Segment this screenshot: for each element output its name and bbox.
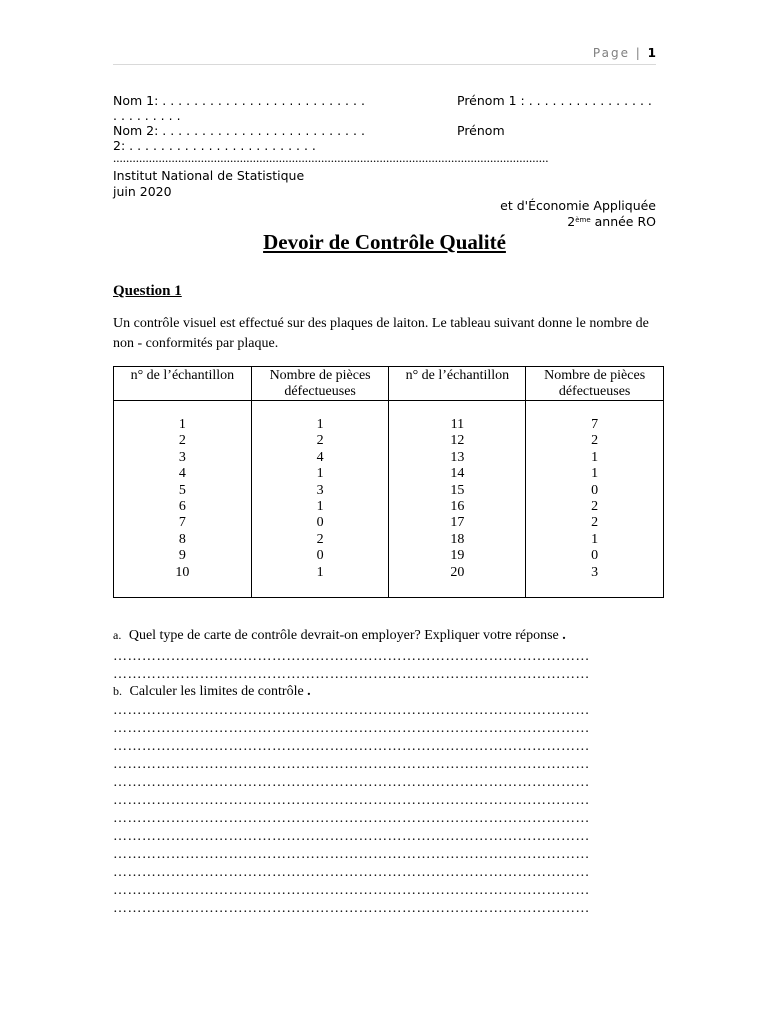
header-defects-2: Nombre de pièces défectueuses — [526, 367, 664, 401]
page-title: Devoir de Contrôle Qualité — [263, 230, 506, 254]
table-cell: 17 — [450, 515, 465, 531]
answer-line[interactable]: ……………………………………………………………………………………… — [113, 739, 590, 754]
header-sample-number-1: n° de l’échantillon — [114, 367, 252, 401]
table-cell: 0 — [591, 548, 599, 564]
table-cell: 9 — [178, 548, 186, 564]
answer-line[interactable]: ……………………………………………………………………………………… — [113, 775, 590, 790]
table-cell: 6 — [178, 499, 186, 515]
table-cell: 16 — [450, 499, 465, 515]
separator-dots: ...................................................................................................................................... — [113, 150, 549, 165]
answer-line[interactable]: ……………………………………………………………………………………… — [113, 649, 590, 664]
table-cell: 1 — [316, 417, 324, 432]
table-cell: 10 — [175, 564, 190, 580]
nom1-field[interactable]: Nom 1: . . . . . . . . . . . . . . . . . . . . . . . . . . — [113, 93, 365, 108]
table-cell: 1 — [178, 417, 186, 432]
question-b-letter: b. — [113, 684, 122, 698]
table-cell: 1 — [591, 466, 599, 482]
table-cell: 1 — [591, 531, 599, 547]
header-sample-number-2: n° de l’échantillon — [389, 367, 526, 401]
answer-line[interactable]: ……………………………………………………………………………………… — [113, 901, 590, 916]
prenom2-continuation: 2: . . . . . . . . . . . . . . . . . . . . . . . . — [113, 138, 316, 153]
col-sample-1 — [114, 401, 252, 598]
question-a: a. Quel type de carte de contrôle devrait-on employer? Expliquer votre réponse . — [113, 628, 566, 643]
answer-line[interactable]: ……………………………………………………………………………………… — [113, 865, 590, 880]
question-a-letter: a. — [113, 628, 122, 642]
table-cell: 2 — [591, 515, 599, 531]
question1-intro: Un contrôle visuel est effectué sur des plaques de laiton. Le tableau suivant donne le nombre de non - conformités par plaque. — [113, 316, 649, 351]
table-cell: 0 — [316, 548, 324, 564]
answer-line[interactable]: ……………………………………………………………………………………… — [113, 811, 590, 826]
prenom1-field[interactable]: Prénom 1 : . . . . . . . . . . . . . . . . — [457, 93, 652, 108]
table-cell: 3 — [178, 449, 186, 465]
table-cell: 5 — [178, 482, 186, 498]
table-cell: 18 — [450, 531, 465, 547]
table-cell: 2 — [316, 531, 324, 547]
question-b: b. Calculer les limites de contrôle . — [113, 684, 311, 699]
page-header: Page | 1 — [113, 46, 656, 65]
col-defects-1 — [251, 401, 389, 598]
col-defects-2 — [526, 401, 664, 598]
class-level: 2ème année RO — [567, 214, 656, 229]
table-cell: 13 — [450, 449, 465, 465]
table-cell: 2 — [178, 433, 186, 449]
table-cell: 0 — [316, 515, 324, 531]
answer-line[interactable]: ……………………………………………………………………………………… — [113, 667, 590, 682]
header-defects-1: Nombre de pièces défectueuses — [251, 367, 389, 401]
answer-line[interactable]: ……………………………………………………………………………………… — [113, 883, 590, 898]
table-cell: 20 — [450, 564, 465, 580]
table-cell: 3 — [316, 482, 324, 498]
answer-line[interactable]: ……………………………………………………………………………………… — [113, 829, 590, 844]
table-cell: 7 — [591, 417, 599, 432]
answer-line[interactable]: ……………………………………………………………………………………… — [113, 703, 590, 718]
table-cell: 1 — [316, 466, 324, 482]
answer-line[interactable]: ……………………………………………………………………………………… — [113, 847, 590, 862]
question1-heading: Question 1 — [113, 283, 182, 299]
table-cell: 4 — [178, 466, 186, 482]
question-a-text: Quel type de carte de contrôle devrait-on employer? Expliquer votre réponse — [128, 628, 559, 643]
institution-continuation: et d'Économie Appliquée — [500, 198, 656, 213]
institution-name: Institut National de Statistique — [113, 168, 305, 183]
table-cell: 8 — [178, 531, 186, 547]
table-cell: 2 — [316, 433, 324, 449]
nom2-field[interactable]: Nom 2: . . . . . . . . . . . . . . . . . . . . . . . . . . — [113, 123, 365, 138]
page-number: 1 — [647, 46, 656, 60]
table-cell: 2 — [591, 433, 599, 449]
nom1-continuation: . . . . . . . . . — [113, 108, 181, 123]
page-label: Page — [592, 46, 630, 60]
table-cell: 1 — [316, 564, 324, 580]
table-cell: 12 — [450, 433, 465, 449]
answer-line[interactable]: ……………………………………………………………………………………… — [113, 757, 590, 772]
table-cell: 15 — [450, 482, 465, 498]
table-cell: 7 — [178, 515, 186, 531]
data-table — [113, 366, 664, 598]
table-cell: 1 — [316, 499, 324, 515]
table-cell: 11 — [450, 417, 465, 432]
table-cell: 0 — [591, 482, 599, 498]
col-sample-2 — [389, 401, 526, 598]
table-cell: 14 — [450, 466, 465, 482]
table-cell: 19 — [450, 548, 465, 564]
prenom2-field[interactable]: Prénom — [457, 123, 505, 138]
table-cell: 4 — [316, 449, 324, 465]
answer-line[interactable]: ……………………………………………………………………………………… — [113, 793, 590, 808]
exam-date: juin 2020 — [113, 184, 172, 199]
question-b-text: Calculer les limites de contrôle — [129, 684, 304, 699]
table-cell: 3 — [591, 564, 599, 580]
answer-line[interactable]: ……………………………………………………………………………………… — [113, 721, 590, 736]
table-cell: 2 — [591, 499, 599, 515]
table-cell: 1 — [591, 449, 599, 465]
